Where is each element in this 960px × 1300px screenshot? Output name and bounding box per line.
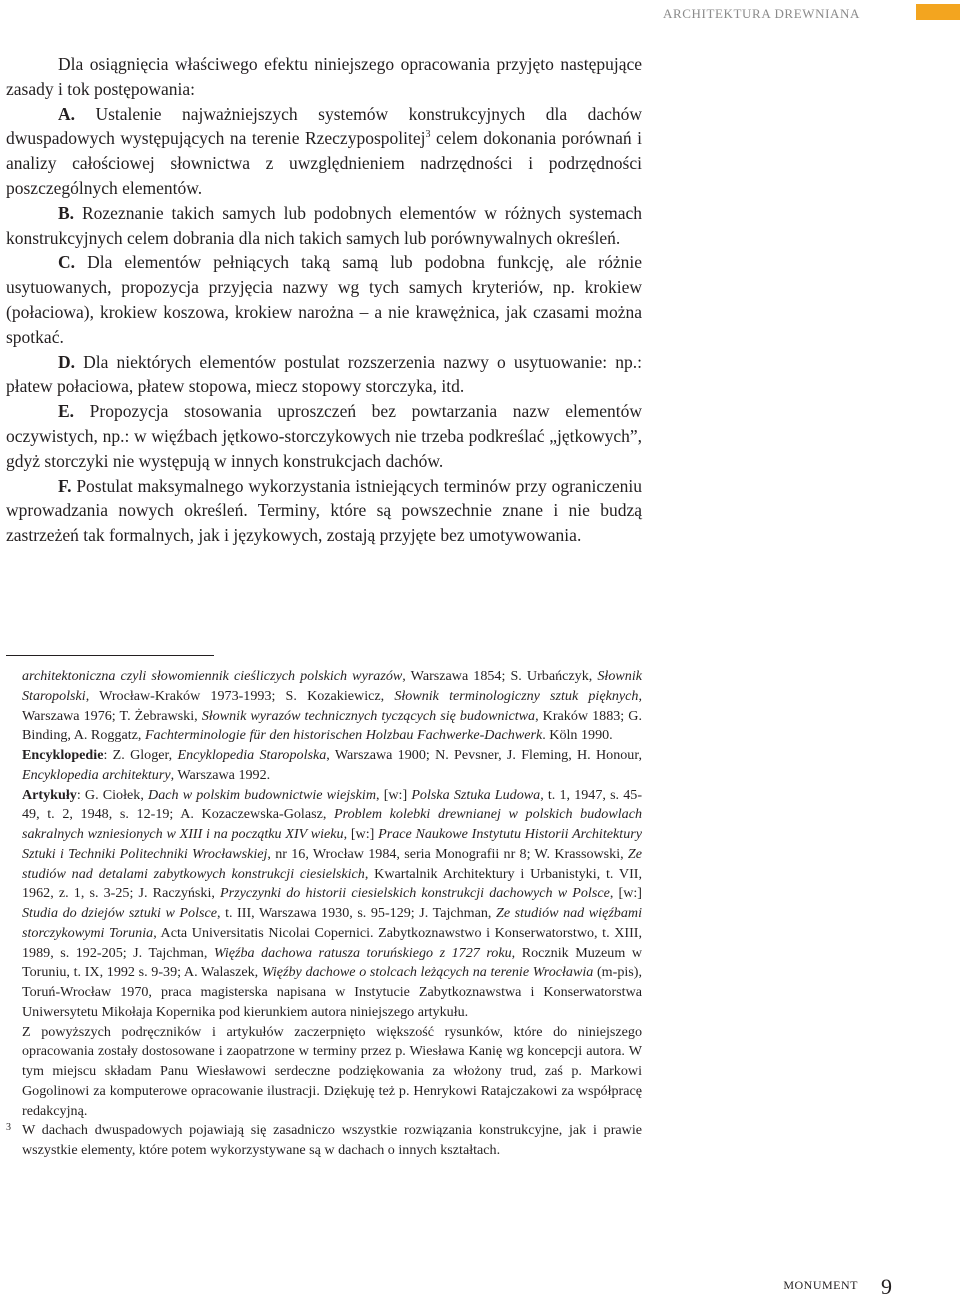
text-run: , Warszawa 1992. <box>170 766 271 783</box>
footnote-3 <box>6 1121 642 1161</box>
page-number: 9 <box>881 1274 892 1299</box>
italic-run: architektoniczna czyli słowomiennik cieśliczych polskich wyrazów <box>22 668 403 684</box>
point-e <box>6 399 642 473</box>
text-run: : Z. Gloger, <box>103 747 178 763</box>
lead-paragraph: Dla osiągnięcia właściwego efektu niniejszego opracowania przyjęto następujące zasady i tok postępowania: <box>6 54 642 99</box>
text-run: , Wrocław-Kraków 1973-1993; S. Kozakiewicz, <box>85 687 395 704</box>
italic-run: Ze studiów nad detalami zabytkowych konstrukcji ciesielskich <box>22 845 643 882</box>
italic-run: Problem kolebki drewnianej w polskich budowlach sakralnych wzniesionych w XIII i na początku XIV wieku <box>22 806 643 842</box>
text-run: , t. 1, 1947, s. 45-49, t. 2, 1948, s. 12-19; A. Kozaczewska-Golasz, <box>22 786 643 823</box>
italic-run: Więźba dachowa ratusza toruńskiego z 1727 roku <box>213 944 512 961</box>
point-label: F. <box>58 475 72 496</box>
point-a <box>6 102 642 201</box>
point-text-cont: celem dokonania porównań i analizy całościowej słownictwa z uwzględnieniem nadrzędności i podrzędności poszczególnych elementów. <box>6 128 642 198</box>
italic-run: Ze studiów nad więźbami storczykowymi Torunia <box>22 905 642 941</box>
text-run: , [w:] <box>376 786 412 803</box>
running-header: ARCHITEKTURA DREWNIANA <box>663 6 860 21</box>
note-articles <box>22 786 642 1023</box>
notes-section <box>6 667 643 1161</box>
text-run: : G. Ciołek, <box>76 786 149 803</box>
italic-run: Encyklopedia architektury <box>22 766 171 783</box>
point-text: Ustalenie najważniejszych systemów konstrukcyjnych dla dachów dwuspadowych występujących na terenie Rzeczypospolitej <box>6 103 642 149</box>
point-text: Propozycja stosowania uproszczeń bez powtarzania nazw elementów oczywistych, np.: w więźbach jętkowo-storczykowych nie trzeba podkreślać „jętkowych”, gdyż storczyki nie występują w innych konstrukcjach dachów. <box>6 401 642 471</box>
italic-run: Prace Naukowe Instytutu Historii Architektury Sztuki i Techniki Politechniki Wrocławskiej <box>22 826 642 862</box>
main-text <box>6 52 642 548</box>
point-text: Dla elementów pełniących taką samą lub podobna funkcję, ale różnie usytuowanych, propozycja przyjęcia nazwy wg tych samych kryteriów, np. krokiew (połaciowa), krokiew koszowa, krokiew narożna – a nie krawężnica, jak czasami można spotkać. <box>6 252 642 347</box>
point-label: A. <box>58 103 76 124</box>
point-label: B. <box>58 202 75 223</box>
point-text: Rozeznanie takich samych lub podobnych elementów w różnych systemach konstrukcyjnych celem dobrania dla nich takich samych lub porównywalnych określeń. <box>6 202 642 248</box>
text-run: , Warszawa 1900; N. Pevsner, J. Fleming, H. Honour, <box>326 747 643 763</box>
text-run: , Rocznik Muzeum w Toruniu, t. IX, 1992 s. 9-39; A. Walaszek, <box>22 944 642 981</box>
point-d <box>6 350 642 400</box>
italic-run: Słownik wyrazów technicznych tyczących się budownictwa <box>201 707 536 724</box>
footnote-divider <box>6 655 214 656</box>
text-run: , Warszawa 1854; S. Urbańczyk, <box>402 668 598 684</box>
point-b <box>6 201 642 251</box>
point-c <box>6 250 642 349</box>
point-label: E. <box>58 401 75 422</box>
text-run: , t. III, Warszawa 1930, s. 95-129; J. Tajchman, <box>217 905 497 921</box>
point-f <box>6 474 642 548</box>
bold-run: Encyklopedie <box>22 747 104 763</box>
point-text: Dla niektórych elementów postulat rozszerzenia nazwy o usytuowanie: np.: płatew połaciowa, płatew stopowa, miecz stopowy storczyka, itd. <box>6 351 642 397</box>
italic-run: Przyczynki do historii ciesielskich konstrukcji dachowych w Polsce <box>220 885 610 902</box>
footnote-ref: 3 <box>425 129 431 141</box>
text-run: , Acta Universitatis Nicolai Copernici. Zabytkoznawstwo i Konserwatorstwo, t. XIII, 1989, s. 192-205; J. Tajchman, <box>22 924 642 961</box>
italic-run: Słownik Staropolski <box>22 668 642 704</box>
italic-run: Słownik terminologiczny sztuk pięknych <box>394 687 639 704</box>
point-label: D. <box>58 351 76 372</box>
text-run: , [w:] <box>609 885 643 902</box>
italic-run: Studia do dziejów sztuki w Polsce <box>22 905 217 921</box>
text-run: , Kwartalnik Architektury i Urbanistyki, t. VII, 1962, z. 1, s. 3-25; J. Raczyński, <box>22 865 643 902</box>
header-accent-tab <box>916 4 960 20</box>
text-run: , Kraków 1883; G. Binding, A. Roggatz, <box>22 707 642 744</box>
note-dictionaries <box>22 667 642 746</box>
text-run: . Köln 1990. <box>542 727 613 744</box>
journal-name: MONUMENT <box>783 1278 858 1292</box>
point-label: C. <box>58 252 76 273</box>
text-run: , Warszawa 1976; T. Żebrawski, <box>22 687 642 724</box>
text-run: , nr 16, Wrocław 1984, seria Monografii nr 8; W. Krassowski, <box>267 845 628 862</box>
italic-run: Dach w polskim budownictwie wiejskim <box>148 786 377 803</box>
italic-run: Więźby dachowe o stolcach leżących na terenie Wrocławia <box>261 964 594 981</box>
note-encyclopedias <box>22 746 642 786</box>
point-text: Postulat maksymalnego wykorzystania istniejących terminów przy ograniczeniu wprowadzania nowych określeń. Terminy, które są powszechnie znane i nie budzą zastrzeżeń tak formalnych, jak i językowych, zostają przyjęte bez umotywowania. <box>6 475 642 546</box>
text-run: (m-pis), Toruń-Wrocław 1970, praca magisterska napisana w Instytucie Zabytkoznawstwa i Konserwatorstwa Uniwersytetu Mikołaja Kopernika pod kierunkiem autora niniejszego artykułu. <box>22 964 643 1020</box>
text-run: , [w:] <box>343 826 379 842</box>
bold-run: Artykuły <box>22 786 77 803</box>
italic-run: Fachterminologie für den historischen Holzbau Fachwerke-Dachwerk <box>144 727 543 744</box>
note-acknowledgements: Z powyższych podręczników i artykułów zaczerpnięto większość rysunków, które do niniejszego opracowania zostały dostosowane i zaopatrzone w terminy przez p. Wiesława Kanię wg koncepcji autora. W tym miejscu składam Panu Wiesławowi serdeczne podziękowania za włożony trud, zaś p. Markowi Gogolinowi za komputerowe opracowanie ilustracji. Dziękuję też p. Henrykowi Ratajczakowi za współpracę redakcyjną. <box>22 1023 642 1119</box>
italic-run: Polska Sztuka Ludowa <box>411 786 541 803</box>
italic-run: Encyklopedia Staropolska <box>177 747 327 763</box>
footnote-text: W dachach dwuspadowych pojawiają się zasadniczo wszystkie rozwiązania konstrukcyjne, jak i prawie wszystkie elementy, które potem wykorzystywane są w dachach o innych kształtach. <box>22 1122 642 1158</box>
footnote-number: 3 <box>6 1122 11 1134</box>
